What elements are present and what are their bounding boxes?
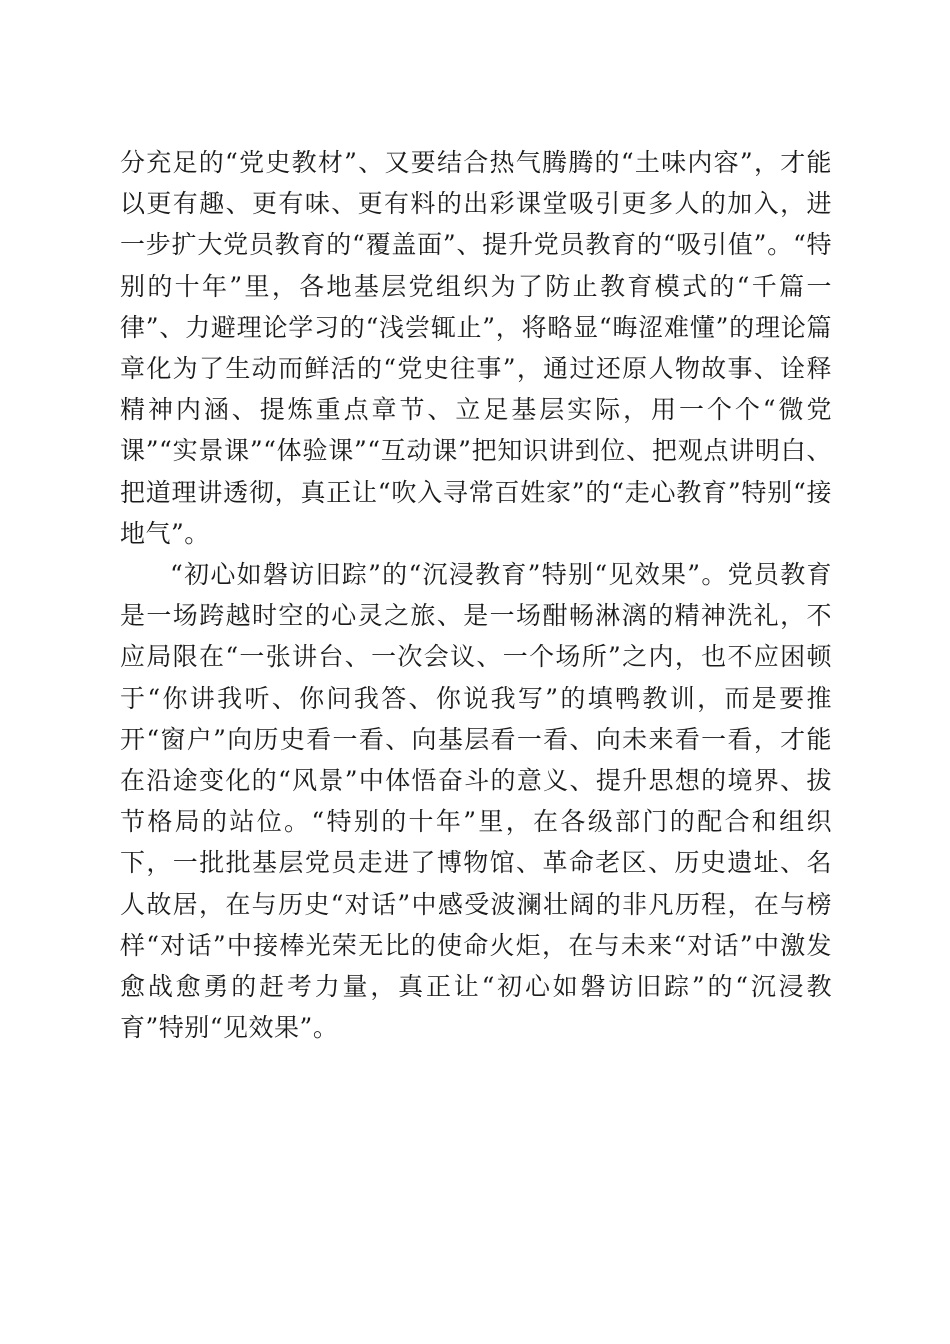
paragraph-continued: 分充足的“党史教材”、又要结合热气腾腾的“土味内容”，才能以更有趣、更有味、更有料的出彩课堂吸引更多人的加入，进一步扩大党员教育的“覆盖面”、提升党员教育的“吸引值”。“特别的十年”里，各地基层党组织为了防止教育模式的“千篇一律”、力避理论学习的“浅尝辄止”，将略显“晦涩难懂”的理论篇章化为了生动而鲜活的“党史往事”，通过还原人物故事、诠释精神内涵、提炼重点章节、立足基层实际，用一个个“微党课”“实景课”“体验课”“互动课”把知识讲到位、把观点讲明白、把道理讲透彻，真正让“吹入寻常百姓家”的“走心教育”特别“接地气”。 — [120, 148, 832, 548]
body-text — [120, 142, 832, 1048]
paragraph-immersive-education: “初心如磐访旧踪”的“沉浸教育”特别“见效果”。党员教育是一场跨越时空的心灵之旅、是一场酣畅淋漓的精神洗礼，不应局限在“一张讲台、一次会议、一个场所”之内，也不应困顿于“你讲我听、你问我答、你说我写”的填鸭教训，而是要推开“窗户”向历史看一看、向基层看一看、向未来看一看，才能在沿途变化的“风景”中体悟奋斗的意义、提升思想的境界、拔节格局的站位。“特别的十年”里，在各级部门的配合和组织下，一批批基层党员走进了博物馆、革命老区、历史遗址、名人故居，在与历史“对话”中感受波澜壮阔的非凡历程，在与榜样“对话”中接棒光荣无比的使命火炬，在与未来“对话”中激发愈战愈勇的赶考力量，真正让“初心如磐访旧踪”的“沉浸教育”特别“见效果”。 — [120, 560, 832, 1043]
